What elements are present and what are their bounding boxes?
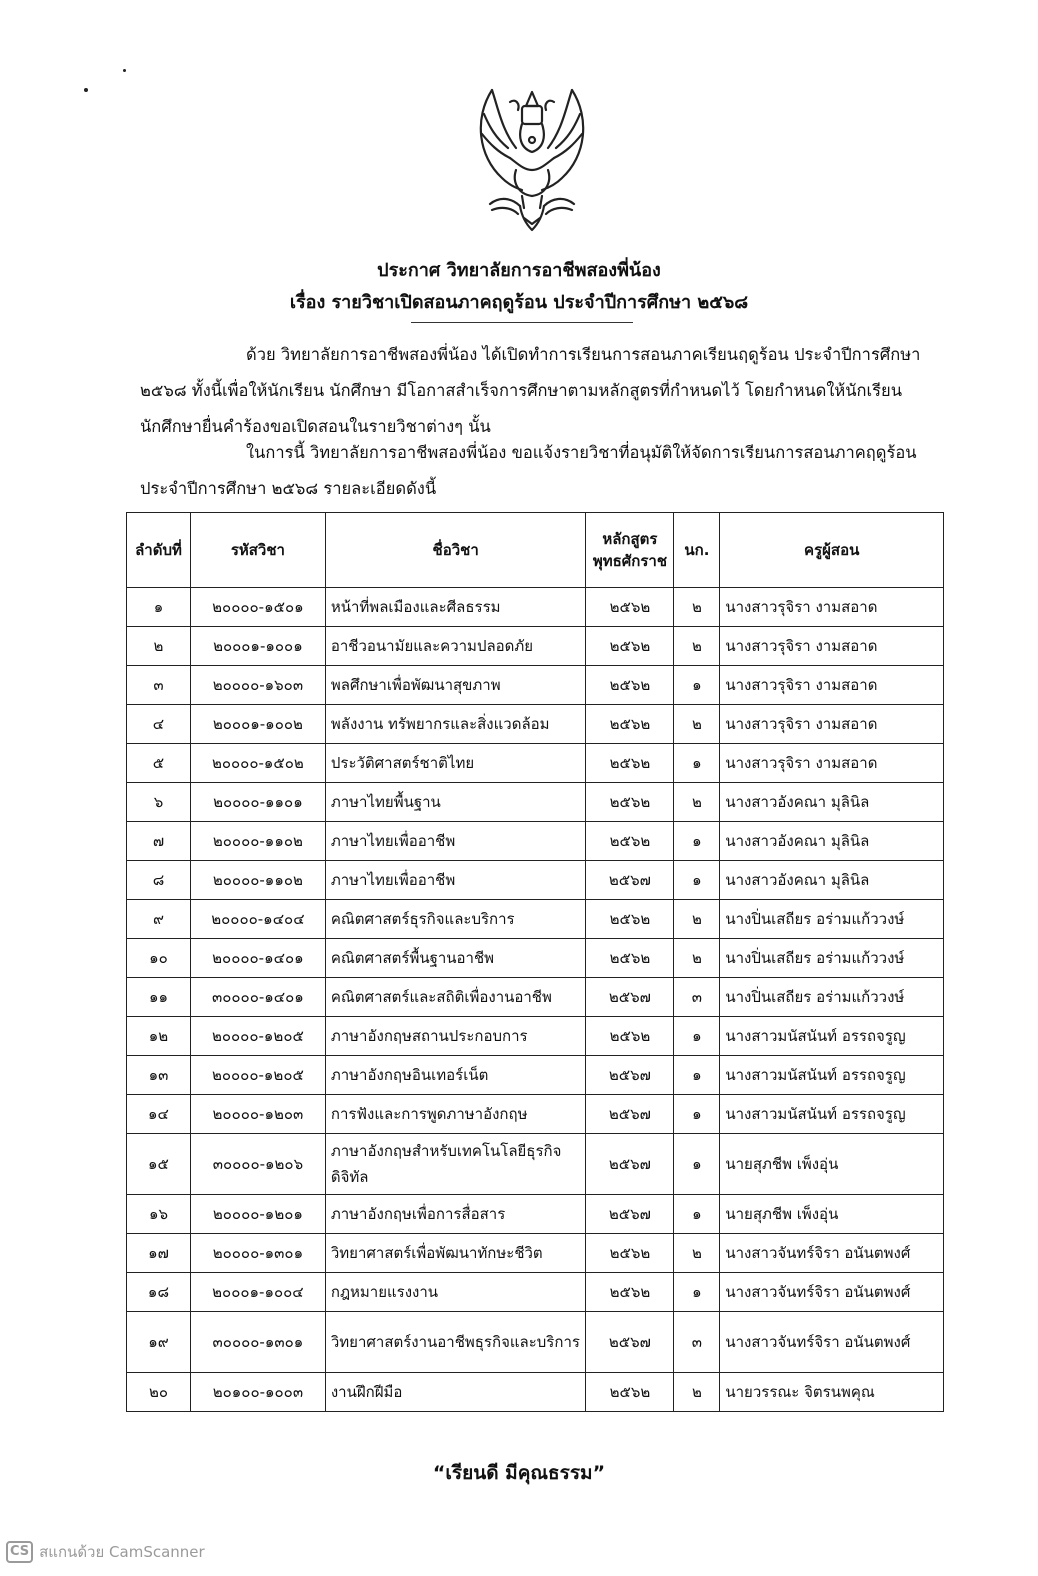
header-teacher: ครูผู้สอน — [720, 513, 944, 588]
table-row — [127, 705, 944, 744]
cell-credits: ๒ — [674, 783, 720, 822]
cell-credits: ๒ — [674, 1234, 720, 1273]
table-row — [127, 1056, 944, 1095]
table-row — [127, 900, 944, 939]
cell-curriculum: ๒๕๖๒ — [586, 744, 674, 783]
cell-curriculum: ๒๕๖๗ — [586, 1134, 674, 1195]
cell-credits: ๒ — [674, 939, 720, 978]
cell-credits: ๒ — [674, 627, 720, 666]
cell-name: ภาษาอังกฤษสถานประกอบการ — [325, 1017, 586, 1056]
body-paragraph-2: ในการนี้ วิทยาลัยการอาชีพสองพี่น้อง ขอแจ้งรายวิชาที่อนุมัติให้จัดการเรียนการสอนภาคฤดูร้อน ประจำปีการศึกษา ๒๕๖๘ รายละเอียดดังนี้ — [140, 443, 917, 498]
cell-curriculum: ๒๕๖๒ — [586, 705, 674, 744]
title-divider — [411, 322, 633, 323]
table-row — [127, 1234, 944, 1273]
cell-no: ๑๕ — [127, 1134, 191, 1195]
cell-code: ๒๐๐๐๐-๑๔๐๔ — [190, 900, 325, 939]
header-curriculum: หลักสูตร พุทธศักราช — [586, 513, 674, 588]
table-row — [127, 666, 944, 705]
cell-name: หน้าที่พลเมืองและศีลธรรม — [325, 588, 586, 627]
cell-teacher: นางสาวรุจิรา งามสอาด — [720, 744, 944, 783]
table-row — [127, 861, 944, 900]
cell-name: ภาษาไทยเพื่ออาชีพ — [325, 822, 586, 861]
cell-teacher: นางสาวมนัสนันท์ อรรถจรูญ — [720, 1017, 944, 1056]
cell-curriculum: ๒๕๖๒ — [586, 588, 674, 627]
cell-code: ๒๐๑๐๐-๑๐๐๓ — [190, 1373, 325, 1412]
cell-code: ๒๐๐๐๐-๑๕๐๑ — [190, 588, 325, 627]
cell-no: ๒ — [127, 627, 191, 666]
cell-no: ๔ — [127, 705, 191, 744]
garuda-emblem-icon — [462, 78, 602, 238]
header-no: ลำดับที่ — [127, 513, 191, 588]
cell-no: ๖ — [127, 783, 191, 822]
cell-teacher: นางสาวรุจิรา งามสอาด — [720, 588, 944, 627]
cell-teacher: นางสาวรุจิรา งามสอาด — [720, 705, 944, 744]
cell-code: ๒๐๐๐๐-๑๔๐๑ — [190, 939, 325, 978]
table-row — [127, 588, 944, 627]
cell-credits: ๑ — [674, 822, 720, 861]
cell-no: ๙ — [127, 900, 191, 939]
header-name: ชื่อวิชา — [325, 513, 586, 588]
cell-name: การฟังและการพูดภาษาอังกฤษ — [325, 1095, 586, 1134]
body-paragraph-1: ด้วย วิทยาลัยการอาชีพสองพี่น้อง ได้เปิดทำการเรียนการสอนภาคเรียนฤดูร้อน ประจำปีการศึกษา ๒๕๖๘ ทั้งนี้เพื่อให้นักเรียน นักศึกษา มีโอกาสสำเร็จการศึกษาตามหลักสูตรที่กำหนดไว้ โดยกำหนดให้นักเรียน นักศึกษายื่นคำร้องขอเปิดสอนในรายวิชาต่างๆ นั้น — [140, 345, 921, 436]
cell-credits: ๑ — [674, 861, 720, 900]
cell-name: ภาษาไทยพื้นฐาน — [325, 783, 586, 822]
cell-teacher: นางสาวจันทร์จิรา อนันตพงศ์ — [720, 1234, 944, 1273]
cell-name: ภาษาอังกฤษสำหรับเทคโนโลยีธุรกิจดิจิทัล — [325, 1134, 586, 1195]
table-row — [127, 1095, 944, 1134]
cell-no: ๕ — [127, 744, 191, 783]
cell-no: ๑๐ — [127, 939, 191, 978]
cell-credits: ๓ — [674, 978, 720, 1017]
camscanner-logo-icon: CS — [6, 1541, 33, 1563]
cell-credits: ๑ — [674, 1017, 720, 1056]
cell-curriculum: ๒๕๖๒ — [586, 939, 674, 978]
school-motto: “เรียนดี มีคุณธรรม” — [432, 1462, 606, 1484]
table-row — [127, 939, 944, 978]
cell-credits: ๑ — [674, 666, 720, 705]
cell-name: วิทยาศาสตร์งานอาชีพธุรกิจและบริการ — [325, 1312, 586, 1373]
cell-no: ๑๒ — [127, 1017, 191, 1056]
cell-curriculum: ๒๕๖๗ — [586, 861, 674, 900]
table-row — [127, 1017, 944, 1056]
cell-name: ภาษาไทยเพื่ออาชีพ — [325, 861, 586, 900]
cell-curriculum: ๒๕๖๒ — [586, 822, 674, 861]
cell-code: ๒๐๐๐๑-๑๐๐๑ — [190, 627, 325, 666]
cell-teacher: นางสาวรุจิรา งามสอาด — [720, 627, 944, 666]
cell-curriculum: ๒๕๖๒ — [586, 1373, 674, 1412]
cell-code: ๓๐๐๐๐-๑๔๐๑ — [190, 978, 325, 1017]
cell-teacher: นางปิ่นเสถียร อร่ามแก้ววงษ์ — [720, 978, 944, 1017]
header-code: รหัสวิชา — [190, 513, 325, 588]
cell-curriculum: ๒๕๖๒ — [586, 900, 674, 939]
table-row — [127, 978, 944, 1017]
cell-no: ๑๘ — [127, 1273, 191, 1312]
cell-no: ๗ — [127, 822, 191, 861]
cell-teacher: นายสุภชีพ เพ็งอุ่น — [720, 1134, 944, 1195]
cell-credits: ๒ — [674, 1373, 720, 1412]
cell-name: ประวัติศาสตร์ชาติไทย — [325, 744, 586, 783]
cell-teacher: นางสาวอังคณา มุลินิล — [720, 861, 944, 900]
cell-no: ๑๗ — [127, 1234, 191, 1273]
cell-name: คณิตศาสตร์พื้นฐานอาชีพ — [325, 939, 586, 978]
cell-name: ภาษาอังกฤษเพื่อการสื่อสาร — [325, 1195, 586, 1234]
cell-no: ๑๖ — [127, 1195, 191, 1234]
table-row — [127, 783, 944, 822]
table-row — [127, 1195, 944, 1234]
cell-code: ๒๐๐๐๑-๑๐๐๔ — [190, 1273, 325, 1312]
cell-credits: ๒ — [674, 588, 720, 627]
cell-credits: ๑ — [674, 1134, 720, 1195]
cell-no: ๑๑ — [127, 978, 191, 1017]
cell-name: ภาษาอังกฤษอินเทอร์เน็ต — [325, 1056, 586, 1095]
cell-curriculum: ๒๕๖๒ — [586, 1017, 674, 1056]
cell-curriculum: ๒๕๖๗ — [586, 1195, 674, 1234]
cell-credits: ๒ — [674, 900, 720, 939]
cell-curriculum: ๒๕๖๒ — [586, 783, 674, 822]
cell-name: อาชีวอนามัยและความปลอดภัย — [325, 627, 586, 666]
cell-teacher: นายสุภชีพ เพ็งอุ่น — [720, 1195, 944, 1234]
cell-code: ๒๐๐๐๐-๑๒๐๕ — [190, 1056, 325, 1095]
cell-code: ๒๐๐๐๐-๑๒๐๕ — [190, 1017, 325, 1056]
camscanner-text: สแกนด้วย CamScanner — [39, 1543, 205, 1561]
cell-no: ๑๔ — [127, 1095, 191, 1134]
cell-teacher: นางสาวอังคณา มุลินิล — [720, 822, 944, 861]
cell-curriculum: ๒๕๖๗ — [586, 1312, 674, 1373]
cell-curriculum: ๒๕๖๒ — [586, 666, 674, 705]
table-row — [127, 1373, 944, 1412]
camscanner-watermark — [6, 1540, 205, 1564]
cell-credits: ๑ — [674, 1273, 720, 1312]
cell-credits: ๒ — [674, 705, 720, 744]
cell-teacher: นางสาวมนัสนันท์ อรรถจรูญ — [720, 1095, 944, 1134]
cell-name: พลังงาน ทรัพยากรและสิ่งแวดล้อม — [325, 705, 586, 744]
cell-code: ๒๐๐๐๐-๑๕๐๒ — [190, 744, 325, 783]
cell-credits: ๑ — [674, 744, 720, 783]
announcement-title: ประกาศ วิทยาลัยการอาชีพสองพี่น้อง — [377, 260, 661, 281]
cell-name: คณิตศาสตร์ธุรกิจและบริการ — [325, 900, 586, 939]
cell-teacher: นางสาวจันทร์จิรา อนันตพงศ์ — [720, 1312, 944, 1373]
cell-name: งานฝึกฝีมือ — [325, 1373, 586, 1412]
cell-teacher: นางสาวจันทร์จิรา อนันตพงศ์ — [720, 1273, 944, 1312]
cell-code: ๓๐๐๐๐-๑๓๐๑ — [190, 1312, 325, 1373]
cell-no: ๑ — [127, 588, 191, 627]
table-row — [127, 1312, 944, 1373]
cell-teacher: นางสาวรุจิรา งามสอาด — [720, 666, 944, 705]
cell-teacher: นางปิ่นเสถียร อร่ามแก้ววงษ์ — [720, 939, 944, 978]
cell-code: ๒๐๐๐๐-๑๖๐๓ — [190, 666, 325, 705]
cell-no: ๑๓ — [127, 1056, 191, 1095]
cell-code: ๓๐๐๐๐-๑๒๐๖ — [190, 1134, 325, 1195]
table-row — [127, 1134, 944, 1195]
cell-no: ๑๙ — [127, 1312, 191, 1373]
cell-curriculum: ๒๕๖๗ — [586, 1095, 674, 1134]
cell-no: ๒๐ — [127, 1373, 191, 1412]
cell-teacher: นางสาวอังคณา มุลินิล — [720, 783, 944, 822]
cell-code: ๒๐๐๐๐-๑๑๐๒ — [190, 822, 325, 861]
cell-curriculum: ๒๕๖๒ — [586, 1234, 674, 1273]
scan-speck — [84, 88, 88, 92]
cell-code: ๒๐๐๐๐-๑๑๐๒ — [190, 861, 325, 900]
cell-credits: ๑ — [674, 1095, 720, 1134]
cell-no: ๓ — [127, 666, 191, 705]
cell-code: ๒๐๐๐๐-๑๓๐๑ — [190, 1234, 325, 1273]
cell-teacher: นางสาวมนัสนันท์ อรรถจรูญ — [720, 1056, 944, 1095]
cell-curriculum: ๒๕๖๒ — [586, 1273, 674, 1312]
cell-teacher: นางปิ่นเสถียร อร่ามแก้ววงษ์ — [720, 900, 944, 939]
cell-name: วิทยาศาสตร์เพื่อพัฒนาทักษะชีวิต — [325, 1234, 586, 1273]
header-credits: นก. — [674, 513, 720, 588]
cell-code: ๒๐๐๐๐-๑๒๐๓ — [190, 1095, 325, 1134]
cell-credits: ๑ — [674, 1056, 720, 1095]
scan-speck — [123, 69, 126, 72]
course-table — [126, 512, 944, 1412]
announcement-subject: เรื่อง รายวิชาเปิดสอนภาคฤดูร้อน ประจำปีการศึกษา ๒๕๖๘ — [289, 292, 749, 313]
table-row — [127, 1273, 944, 1312]
table-row — [127, 744, 944, 783]
cell-name: พลศึกษาเพื่อพัฒนาสุขภาพ — [325, 666, 586, 705]
cell-credits: ๑ — [674, 1195, 720, 1234]
cell-name: กฎหมายแรงงาน — [325, 1273, 586, 1312]
cell-credits: ๓ — [674, 1312, 720, 1373]
cell-code: ๒๐๐๐๑-๑๐๐๒ — [190, 705, 325, 744]
table-row — [127, 627, 944, 666]
cell-curriculum: ๒๕๖๗ — [586, 1056, 674, 1095]
cell-no: ๘ — [127, 861, 191, 900]
cell-code: ๒๐๐๐๐-๑๒๐๑ — [190, 1195, 325, 1234]
cell-code: ๒๐๐๐๐-๑๑๐๑ — [190, 783, 325, 822]
cell-curriculum: ๒๕๖๗ — [586, 978, 674, 1017]
cell-teacher: นายวรรณะ จิตรนพคุณ — [720, 1373, 944, 1412]
table-row — [127, 822, 944, 861]
cell-curriculum: ๒๕๖๒ — [586, 627, 674, 666]
table-header-row — [127, 513, 944, 588]
cell-name: คณิตศาสตร์และสถิติเพื่องานอาชีพ — [325, 978, 586, 1017]
